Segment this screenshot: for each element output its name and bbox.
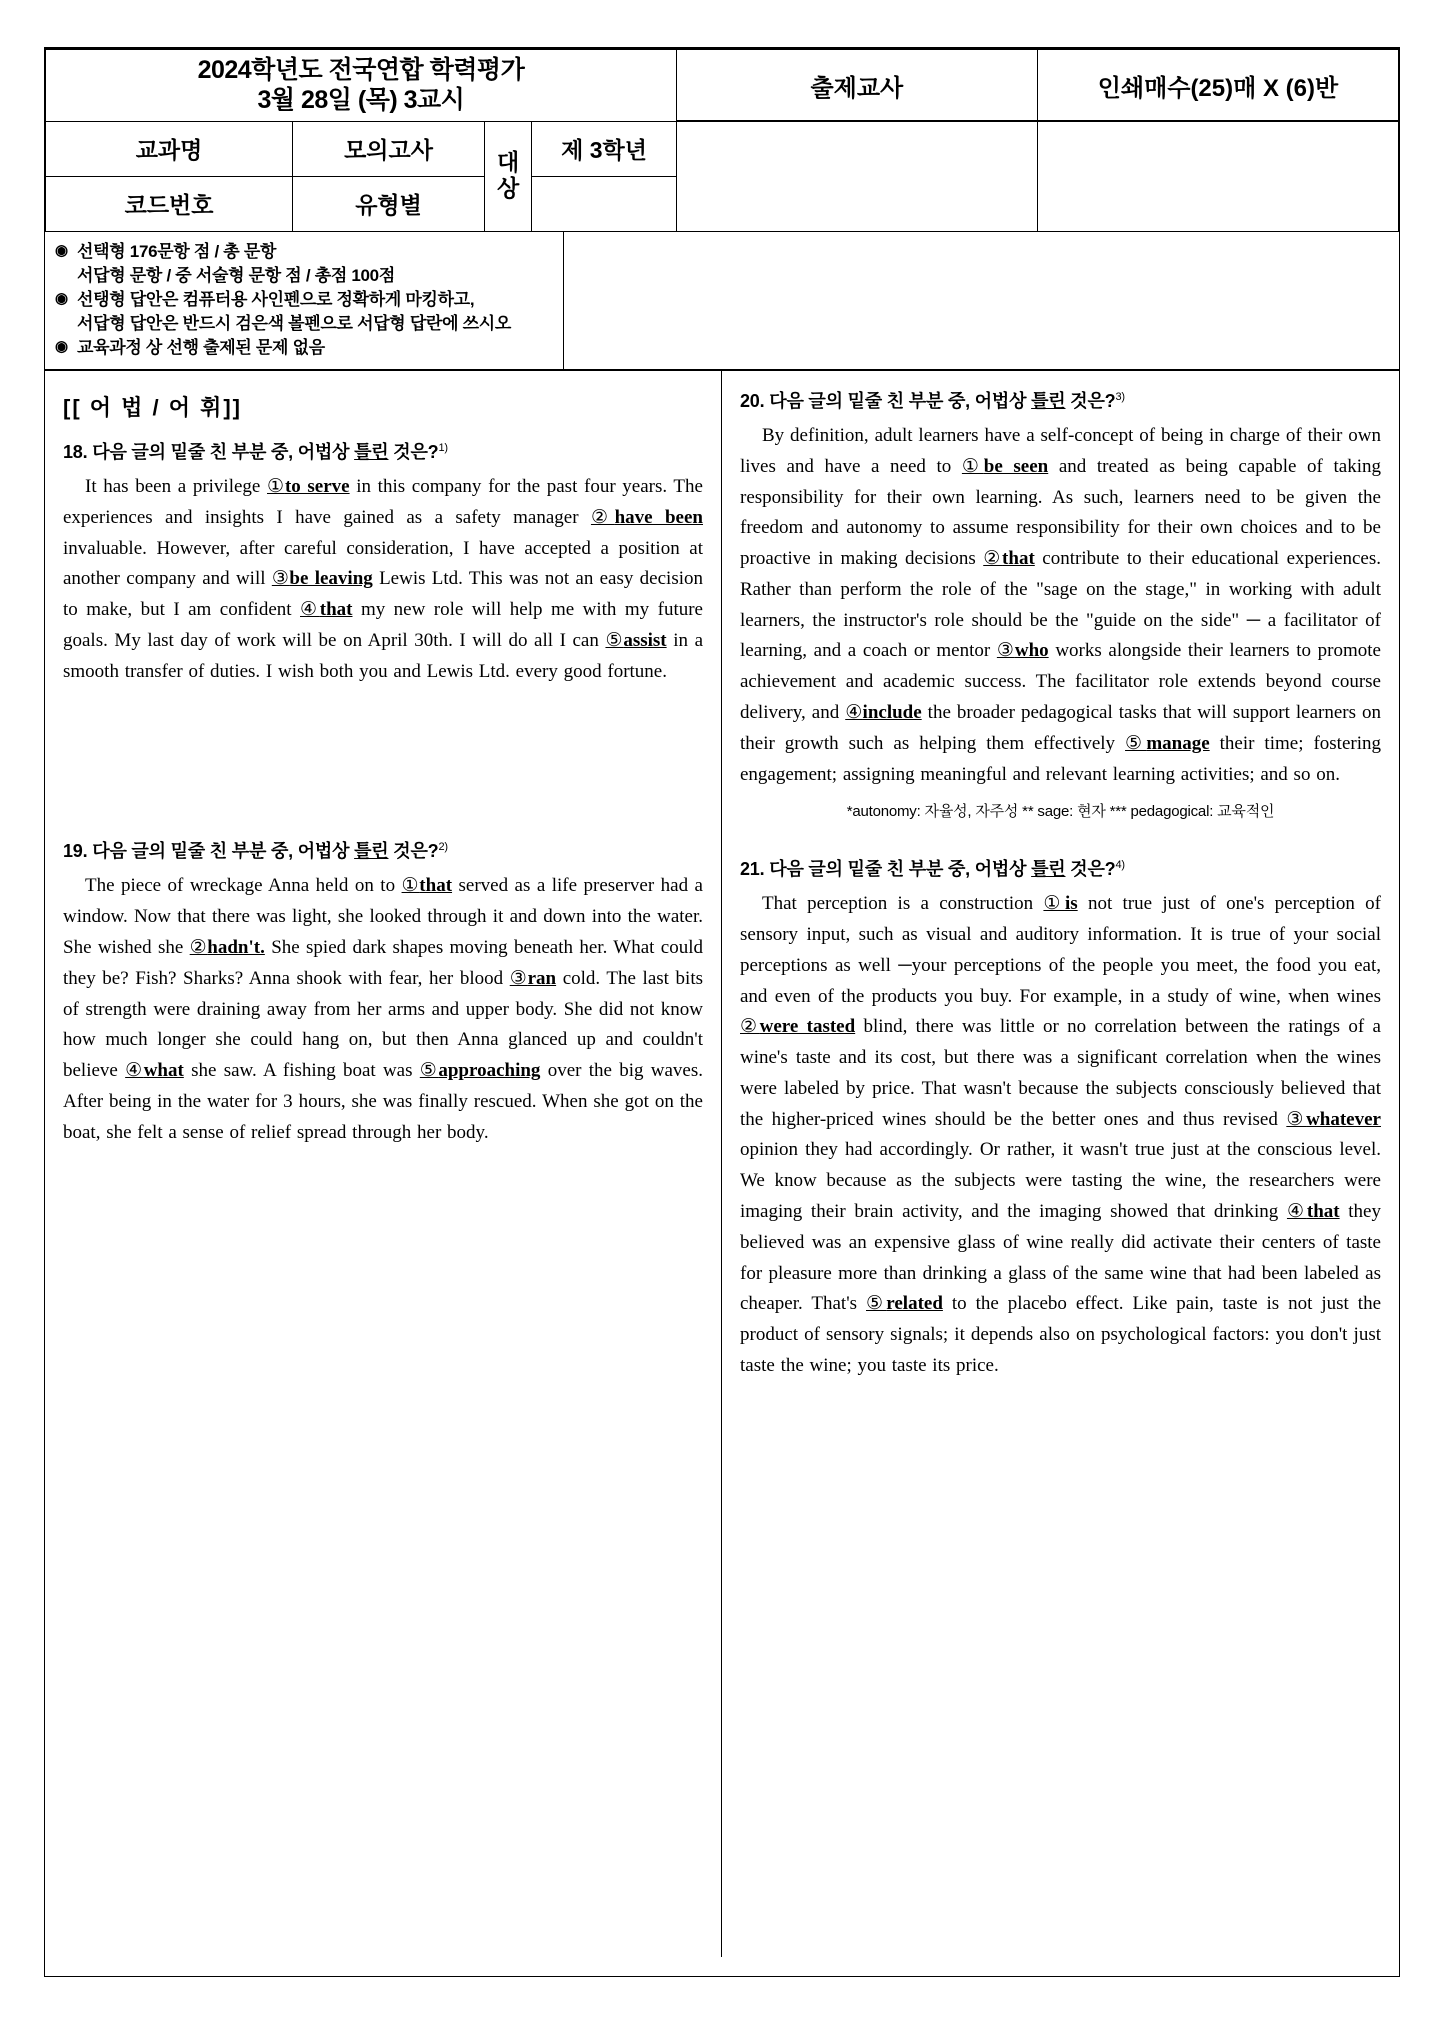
notice-row-1 [55, 240, 553, 264]
question-21-passage: That perception is a construction ①is not true just of one's perception of sensory input, such as visual and auditory information. It is true of your social perceptions as well ─your perceptions of the people you meet, the food you eat, and even of the products you buy. For example, in a study of wine, when wines ②were tasted blind, there was little or no correlation between the ratings of a wine's taste and its cost, but there was a significant correlation when the wines were labeled by price. That wasn't because the subjects consciously believed that the higher-priced wines should be the better ones and thus revised ③whatever opinion they had accordingly. Or rather, it wasn't true just at the conscious level. We know because as the subjects were tasting the wine, the researchers were imaging their brain activity, and the imaging showed that drinking ④that they believed was an expensive glass of wine really did activate their centers of taste for pleasure more than drinking a glass of the same wine that had been labeled as cheaper. That's ⑤related to the placebo effect. Like pain, taste is not just the product of sensory signals; it depends also on psychological factors: you don't just taste the wine; you taste its price. [740, 893, 1381, 1376]
notice-section [45, 232, 1399, 372]
exam-page [44, 47, 1400, 1977]
grade-value-cell[interactable] [532, 176, 676, 231]
question-18-passage: It has been a privilege ①to serve in this company for the past four years. The experiences and insights I have gained as a safety manager ②have been invaluable. However, after careful consideration, I have accepted a position at another company and will ③be leaving Lewis Ltd. This was not an easy decision to make, but I am confident ④that my new role will help me with my future goals. My last day of work will be on April 30th. I will do all I can ⑤assist in a smooth transfer of duties. I wish both you and Lewis Ltd. every good fortune. [63, 476, 704, 682]
notice-line-1: 선택형 176문항 점 / 총 문항 [77, 241, 277, 261]
code-label-cell: 코드번호 [46, 176, 293, 231]
q18-prompt-b: 것은? [388, 442, 439, 463]
q20-prompt-b: 것은? [1065, 391, 1116, 412]
question-21-heading [740, 855, 1381, 881]
exam-type-label-cell: 모의고사 [293, 121, 485, 176]
exam-title-line2: 3월 28일 (목) 3교시 [257, 86, 465, 115]
q19-number: 19. [63, 841, 88, 862]
teacher-label-cell: 출제교사 [676, 49, 1037, 121]
q21-prompt-b: 것은? [1065, 859, 1116, 880]
section-title: [[ 어 법 / 어 휘]] [63, 395, 242, 421]
exam-header-table [45, 48, 1399, 232]
notice-line-2: 선탱형 답안은 컴퓨터용 사인펜으로 정확하게 마킹하고, [77, 289, 475, 309]
bullet-icon: ◉ [55, 241, 68, 259]
left-column-spacer [63, 687, 703, 837]
right-column-spacer [740, 821, 1381, 855]
question-18-heading [63, 438, 703, 464]
question-19-heading [63, 837, 703, 863]
question-20-heading [740, 387, 1381, 413]
teacher-value-cell[interactable] [676, 121, 1037, 231]
q20-prompt-underline: 틀린 [1031, 391, 1066, 412]
notice-blank-area [564, 232, 1399, 370]
q21-prompt-underline: 틀린 [1031, 859, 1066, 880]
q20-number: 20. [740, 391, 765, 412]
notice-line-3: 교육과정 상 선행 출제된 문제 없음 [77, 338, 325, 357]
form-label-cell: 유형별 [293, 176, 485, 231]
target-label-char2: 상 [497, 175, 520, 201]
question-20-glossary: *autonomy: 자율성, 자주성 ** sage: 현자 *** pedagogical: 교육적인 [846, 803, 1275, 821]
q19-prompt-underline: 틀린 [354, 841, 389, 862]
subject-label-cell: 교과명 [46, 121, 293, 176]
q18-footnote-marker: 1) [438, 442, 448, 455]
right-column [722, 371, 1399, 1957]
grade-cell: 제 3학년 [532, 121, 676, 176]
target-label-cell [484, 121, 531, 231]
q19-footnote-marker: 2) [438, 841, 448, 854]
q19-prompt-b: 것은? [388, 841, 439, 862]
target-label-char1: 대 [497, 149, 520, 176]
q18-prompt-a: 다음 글의 밑줄 친 부분 중, 어법상 [92, 442, 355, 463]
q21-prompt-a: 다음 글의 밑줄 친 부분 중, 어법상 [769, 859, 1032, 880]
question-20-passage: By definition, adult learners have a self-concept of being in charge of their own lives and have a need to ①be seen and treated as being capable of taking responsibility for their own learning. As such, learners need to be given the freedom and autonomy to assume responsibility for their own choices and to be proactive in making decisions ②that contribute to their educational experiences. Rather than perform the role of the "sage on the stage," in working with adult learners, the instructor's role should be the "guide on the side" ─ a facilitator of learning, and a coach or mentor ③who works alongside their learners to promote achievement and academic success. The facilitator role extends beyond course delivery, and ④include the broader pedagogical tasks that will support learners on their growth such as helping them effectively ⑤manage their time; fostering engagement; assigning meaningful and relevant learning activities; and so on. [740, 425, 1381, 785]
notice-line-1b: 서답형 문항 / 중 서술형 문항 점 / 총점 100점 [77, 265, 395, 285]
q18-number: 18. [63, 442, 88, 463]
notice-row-2 [55, 288, 553, 312]
q19-prompt-a: 다음 글의 밑줄 친 부분 중, 어법상 [92, 841, 355, 862]
q21-footnote-marker: 4) [1115, 859, 1125, 872]
bullet-icon: ◉ [55, 338, 68, 355]
notice-row-3 [55, 336, 553, 360]
q20-footnote-marker: 3) [1115, 391, 1125, 404]
print-info-cell: 인쇄매수(25)매 X (6)반 [1037, 49, 1398, 121]
exam-title-cell [46, 49, 677, 121]
q20-prompt-a: 다음 글의 밑줄 친 부분 중, 어법상 [769, 391, 1032, 412]
print-value-cell[interactable] [1037, 121, 1398, 231]
exam-title-line1: 2024학년도 전국연합 학력평가 [197, 55, 525, 84]
q21-number: 21. [740, 859, 765, 880]
bullet-icon: ◉ [55, 289, 68, 307]
left-column [45, 371, 722, 1957]
notice-box [45, 232, 564, 370]
question-19-passage: The piece of wreckage Anna held on to ①that served as a life preserver had a window. Now that there was light, she looked through it and down into the water. She wished she ②hadn't. She spied dark shapes moving beneath her. What could they be? Fish? Sharks? Anna shook with fear, her blood ③ran cold. The last bits of strength were draining away from her arms and upper body. She did not know how much longer she could hang on, but then Anna glanced up and couldn't believe ④what she saw. A fishing boat was ⑤approaching over the big waves. After being in the water for 3 hours, she was finally rescued. When she got on the boat, she felt a sense of relief spread through her body. [63, 875, 704, 1143]
body-columns [45, 371, 1399, 1957]
notice-line-2b: 서답형 답안은 반드시 검은색 볼펜으로 서답형 답란에 쓰시오 [77, 313, 512, 333]
q18-prompt-underline: 틀린 [354, 442, 389, 463]
